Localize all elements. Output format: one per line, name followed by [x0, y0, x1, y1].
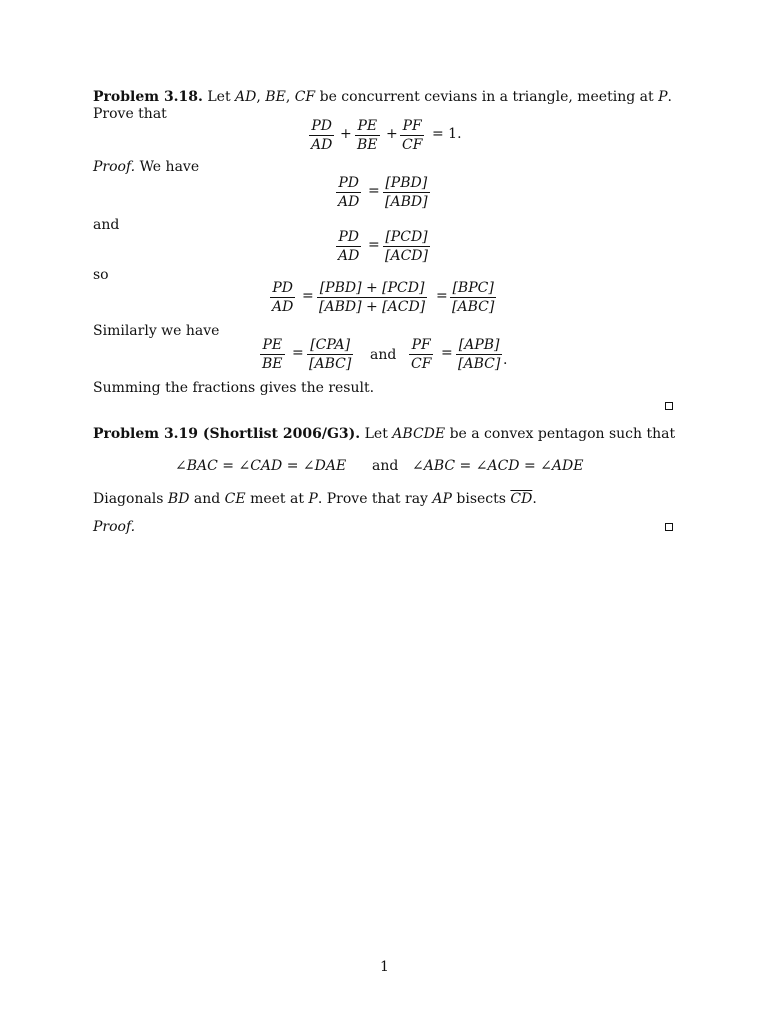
- denominator: [ABC]: [452, 299, 495, 315]
- fraction-pd-ad: [270, 281, 295, 314]
- fraction-pe-be: [260, 338, 285, 371]
- we-have-text: We have: [139, 159, 200, 175]
- numerator: [PBD]: [385, 175, 428, 191]
- denominator: [ACD]: [385, 248, 428, 264]
- segment-cf: CF: [294, 89, 316, 105]
- period: .: [667, 89, 672, 105]
- and-text: and: [93, 217, 120, 233]
- denominator: [ABC]: [458, 356, 501, 372]
- fraction-area-sum: [317, 281, 427, 314]
- proof-label: Proof.: [93, 159, 136, 175]
- numerator: [PBD] + [PCD]: [319, 280, 425, 296]
- numerator: PE: [262, 337, 283, 353]
- fraction-pbd-abd: [383, 176, 430, 209]
- fraction-apb-abc: [456, 338, 502, 371]
- statement-text: be a convex pentagon such that: [449, 426, 676, 442]
- fraction-cpa-abc: [307, 338, 353, 371]
- ray-ap: AP: [432, 491, 452, 507]
- numerator: PE: [357, 118, 378, 134]
- denominator: [ABD]: [385, 194, 428, 210]
- equals-sign: =: [368, 237, 380, 253]
- point-p: P: [658, 89, 668, 105]
- so-text: so: [93, 267, 109, 283]
- numerator: PD: [311, 118, 332, 134]
- prove-that-text: Prove that: [93, 106, 167, 122]
- numerator: [BPC]: [452, 280, 494, 296]
- segment-cd: $\overline{CD}$: [510, 491, 533, 507]
- angle-equality-left: ∠BAC = ∠CAD = ∠DAE: [175, 458, 347, 474]
- denominator: BE: [262, 356, 283, 372]
- problem-3-18-label: Problem 3.18.: [93, 89, 203, 105]
- fraction-pf-cf: [400, 119, 424, 152]
- summing-text: Summing the fractions gives the result.: [93, 380, 375, 396]
- denominator: AD: [311, 137, 333, 153]
- denominator: [ABC]: [309, 356, 352, 372]
- qed-square-icon: [665, 402, 673, 410]
- similarly-text: Similarly we have: [93, 323, 220, 339]
- statement-text: be concurrent cevians in a triangle, meeting at: [319, 89, 654, 105]
- statement-text: Let: [207, 89, 231, 105]
- denominator: AD: [338, 248, 360, 264]
- statement-text: Let: [364, 426, 388, 442]
- segment-ad: AD: [235, 89, 257, 105]
- denominator: AD: [272, 299, 294, 315]
- statement-text: . Prove that ray: [317, 491, 428, 507]
- numerator: PF: [411, 337, 431, 353]
- period: .: [503, 352, 508, 368]
- problem-3-19-label: Problem 3.19 (Shortlist 2006/G3).: [93, 426, 361, 442]
- and-text: and: [372, 458, 399, 474]
- statement-text: meet at: [250, 491, 304, 507]
- numerator: PD: [338, 175, 359, 191]
- fraction-pf-cf: [409, 338, 433, 371]
- numerator: [APB]: [458, 337, 500, 353]
- point-p: P: [308, 491, 318, 507]
- numerator: PD: [272, 280, 293, 296]
- numerator: PF: [402, 118, 422, 134]
- proof-line: [93, 160, 199, 174]
- equals-sign: =: [441, 345, 453, 361]
- segment-ce: CE: [224, 491, 246, 507]
- denominator: BE: [357, 137, 378, 153]
- comma: ,: [285, 89, 291, 105]
- equals-sign: =: [302, 288, 314, 304]
- denominator: CF: [402, 137, 423, 153]
- equals-one: = 1.: [432, 126, 462, 142]
- proof-label: Proof.: [93, 519, 136, 535]
- fraction-pd-ad: [309, 119, 334, 152]
- denominator: [ABD] + [ACD]: [319, 299, 426, 315]
- statement-text: Diagonals: [93, 491, 164, 507]
- equals-sign: =: [292, 345, 304, 361]
- comma: ,: [256, 89, 261, 105]
- fraction-pd-ad: [336, 230, 361, 263]
- numerator: [CPA]: [310, 337, 351, 353]
- fraction-pd-ad: [336, 176, 361, 209]
- plus-sign: +: [386, 126, 398, 142]
- equals-sign: =: [436, 288, 448, 304]
- fraction-bpc-abc: [450, 281, 496, 314]
- fraction-pe-be: [355, 119, 380, 152]
- fraction-pcd-acd: [383, 230, 430, 263]
- pentagon-abcde: ABCDE: [392, 426, 446, 442]
- denominator: AD: [338, 194, 360, 210]
- problem-3-18-statement: [93, 90, 672, 104]
- numerator: PD: [338, 229, 359, 245]
- and-text: and: [370, 347, 397, 363]
- statement-text: and: [193, 491, 221, 507]
- angle-equality-right: ∠ABC = ∠ACD = ∠ADE: [412, 458, 584, 474]
- period: .: [532, 491, 537, 507]
- problem-3-19-statement: [93, 427, 675, 441]
- page-number: 1: [380, 959, 389, 975]
- diagonals-sentence: [93, 492, 537, 506]
- segment-be: BE: [265, 89, 286, 105]
- denominator: CF: [411, 356, 432, 372]
- statement-text: bisects: [456, 491, 506, 507]
- qed-square-icon: [665, 523, 673, 531]
- plus-sign: +: [340, 126, 352, 142]
- segment-bd: BD: [167, 491, 190, 507]
- equals-sign: =: [368, 183, 380, 199]
- numerator: [PCD]: [385, 229, 428, 245]
